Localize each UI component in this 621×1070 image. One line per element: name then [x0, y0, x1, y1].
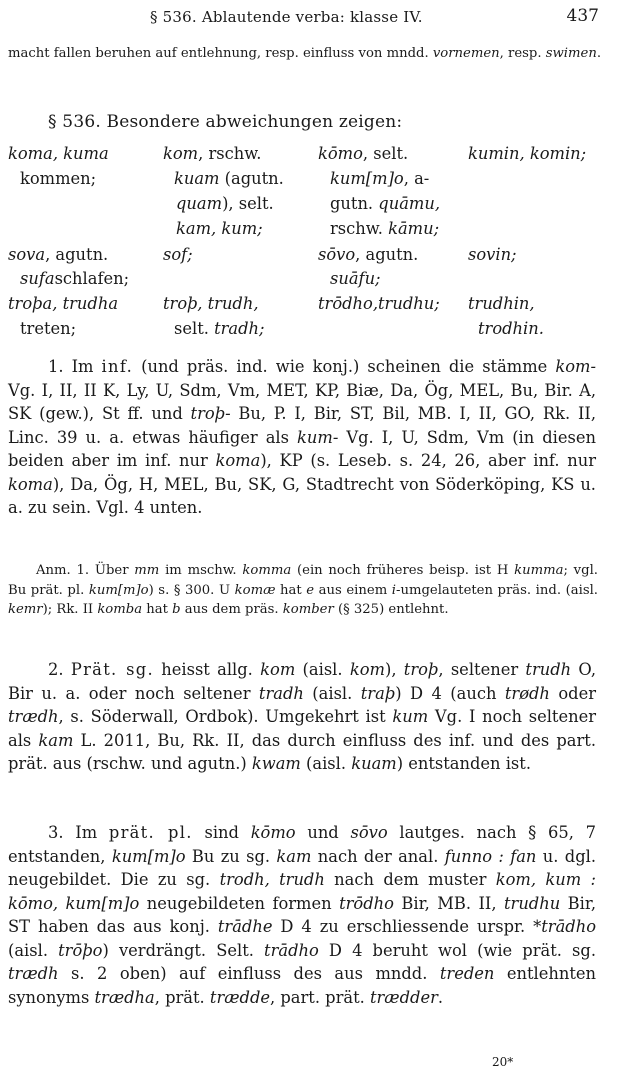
- paradigm-cell: sufaschlafen;: [20, 269, 130, 288]
- paradigm-cell: trōdho,trudhu;: [318, 294, 440, 313]
- paradigm-cell: rschw. kāmu;: [330, 219, 440, 238]
- paradigm-cell: koma, kuma: [8, 144, 109, 163]
- paradigm-cell: quam), selt.: [176, 194, 274, 213]
- paradigm-cell: selt. tradh;: [174, 319, 265, 338]
- paradigm-cell: sōvo, agutn.: [318, 245, 419, 264]
- paradigm-cell: troþa, trudha: [8, 294, 119, 313]
- paradigm-cell: kumin, komin;: [468, 144, 587, 163]
- paradigm-cell: suāfu;: [330, 269, 381, 288]
- annotation-note: Anm. 1. Über mm im mschw. komma (ein noch früheres beisp. ist H kumma; vgl. Bu prät. pl. kum[m]o) s. § 300. U komæ hat e aus einem i-umgelauteten präs. ind. (aisl. kemr); Rk. II komba hat b aus dem präs. komber (§ 325) entlehnt.: [8, 563, 599, 617]
- paragraph-2: 2. Prät. sg. heisst allg. kom (aisl. kom), troþ, seltener trudh O, Bir u. a. oder noch seltener tradh (aisl. traþ) D 4 (auch trødh oder trædh, s. Söderwall, Ordbok). Umgekehrt ist kum Vg. I noch seltener als kam L. 2011, Bu, Rk. II, das durch einfluss des inf. und des part. prät. aus (rschw. und agutn.) kwam (aisl. kuam) entstanden ist.: [8, 660, 597, 773]
- paradigm-cell: kom, rschw.: [163, 144, 262, 163]
- intro-text: .: [596, 46, 602, 61]
- paradigm-cell: trodhin.: [478, 319, 544, 338]
- paradigm-cell: gutn. quāmu,: [330, 194, 441, 213]
- paradigm-cell: sovin;: [468, 245, 517, 264]
- signature-mark: 20*: [492, 1055, 514, 1069]
- header-title: § 536. Ablautende verba: klasse IV.: [150, 8, 423, 26]
- paradigm-cell: treten;: [20, 319, 77, 338]
- paragraph-1: 1. Im inf. (und präs. ind. wie konj.) scheinen die stämme kom- Vg. I, II, II K, Ly, U, Sdm, Vm, MET, KP, Biæ, Da, Ög, MEL, Bu, Bir. A, SK (gew.), St ff. und troþ- Bu, P. I, Bir, ST, Bil, MB. I, II, GO, Rk. II, Linc. 39 u. a. etwas häufiger als kum- Vg. I, U, Sdm, Vm (in diesen beiden aber im inf. nur koma), KP (s. Leseb. s. 24, 26, aber inf. nur koma), Da, Ög, H, MEL, Bu, SK, G, Stadtrecht von Söderköping, KS u. a. zu sein. Vgl. 4 unten.: [8, 357, 596, 517]
- paradigm-cell: kum[m]o, a-: [330, 169, 430, 188]
- running-header: [0, 6, 621, 28]
- section-heading: § 536. Besondere abweichungen zeigen:: [48, 112, 403, 132]
- paradigm-cell: kam, kum;: [176, 219, 263, 238]
- intro-text: macht fallen beruhen auf entlehnung, resp. einfluss von mndd.: [8, 46, 433, 61]
- paradigm-cell: trudhin,: [468, 294, 535, 313]
- intro-paragraph: [8, 44, 602, 63]
- page-number: 437: [566, 6, 599, 26]
- paragraph-3: 3. Im prät. pl. sind kōmo und sōvo lautges. nach § 65, 7 entstanden, kum[m]o Bu zu sg. kam nach der anal. funno : fan u. dgl. neugebildet. Die zu sg. trodh, trudh nach dem muster kom, kum : kōmo, kum[m]o neugebildeten formen trōdho Bir, MB. II, trudhu Bir, ST haben das aus konj. trādhe D 4 zu erschliessende urspr. *trādho (aisl. trōþo) verdrängt. Selt. trādho D 4 beruht wol (wie prät. sg. trædh s. 2 oben) auf einfluss des aus mndd. treden entlehnten synonyms trædha, prät. trædde, part. prät. trædder.: [8, 823, 597, 1007]
- paradigm-cell: troþ, trudh,: [163, 294, 259, 313]
- intro-text: , resp.: [499, 46, 546, 61]
- intro-word: vornemen: [432, 46, 500, 61]
- paradigm-cell: kommen;: [20, 169, 97, 188]
- paradigm-cell: kōmo, selt.: [318, 144, 409, 163]
- paradigm-cell: sova, agutn.: [8, 245, 109, 264]
- paradigm-cell: sof;: [163, 245, 193, 264]
- paradigm-cell: kuam (agutn.: [174, 169, 284, 188]
- intro-word: swimen: [545, 46, 597, 61]
